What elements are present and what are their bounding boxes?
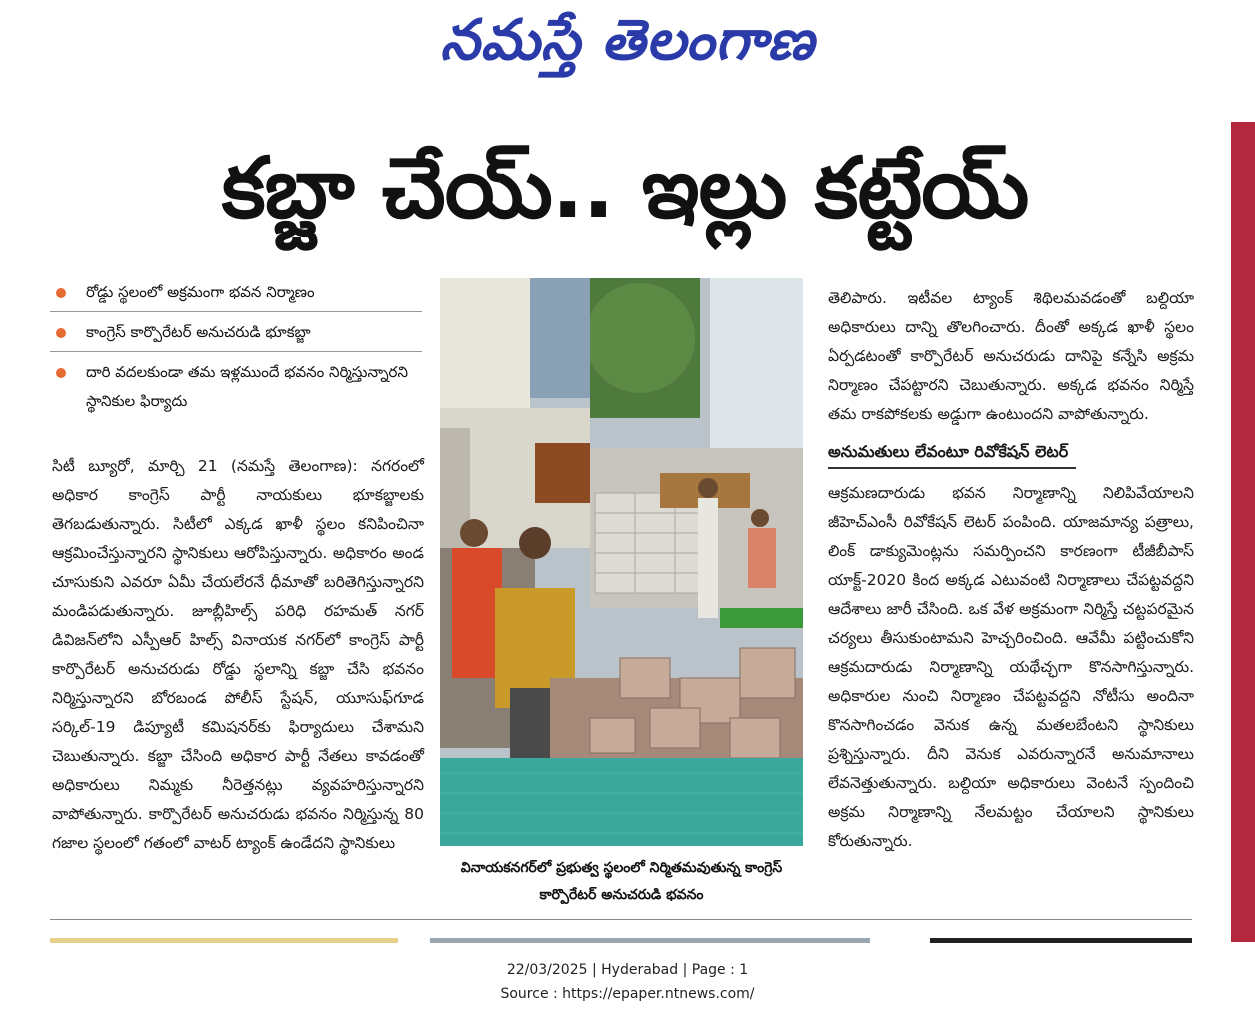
- accent-bar: [1231, 122, 1255, 942]
- photo-caption: వినాయకనగర్‌లో ప్రభుత్వ స్థలంలో నిర్మితమవుతున్న కాంగ్రెస్ కార్పొరేటర్ అనుచరుడి భవనం: [460, 860, 783, 903]
- section-subhead: అనుమతులు లేవంటూ రివోకేషన్ లెటర్: [828, 437, 1076, 469]
- divider: [50, 351, 422, 352]
- article-body: సిటీ బ్యూరో, మార్చి 21 (నమస్తే తెలంగాణ): నగరంలో అధికార కాంగ్రెస్ పార్టీ నాయకులు భూకబ్జాలకు తెగబడుతున్నారు. సిటీలో ఎక్కడ ఖాళీ స్థలం కనిపించినా ఆక్రమించేస్తున్నారని స్థానికులు ఆరోపిస్తున్నారు. అధికారం అండ చూసుకుని ఎవరూ ఏమీ చేయలేరనే ధీమాతో బరితెగిస్తున్నారని మండిపడుతున్నారు. జూబ్లీహిల్స్ పరిధి రహమత్ నగర్ డివిజన్‌లోని ఎస్పీఆర్ హిల్స్ వినాయక నగర్‌లో కాంగ్రెస్ పార్టీ కార్పొరేటర్ అనుచరుడు రోడ్డు స్థలాన్ని కబ్జా చేసి భవనం నిర్మిస్తున్నారని బోరబండ పోలీస్ స్టేషన్, యూసుఫ్‌గూడ సర్కిల్-19 డిప్యూటీ కమిషనర్‌కు ఫిర్యాదులు చేశామని చెబుతున్నారు. కబ్జా చేసింది అధికార పార్టీ నేతలు కావడంతో అధికారులు నిమ్మకు నీరెత్తనట్లు వ్యవహరిస్తున్నారని వాపోతున్నారు. కార్పొరేటర్ అనుచరుడు భవనం నిర్మిస్తున్న 80 గజాల స్థలంలో గతంలో వాటర్ ట్యాంక్ ఉండేదని స్థానికులు: [52, 457, 424, 852]
- article-column-right: [828, 284, 1194, 856]
- construction-photo: [440, 278, 803, 846]
- next-article-edge: [50, 938, 1192, 944]
- bullet-item: రోడ్డు స్థలంలో అక్రమంగా భవన నిర్మాణం: [50, 278, 422, 307]
- masthead-logo: నమస్తే తెలంగాణ: [440, 8, 815, 73]
- edition-info: 22/03/2025 | Hyderabad | Page : 1: [506, 962, 749, 978]
- bullet-list: [50, 278, 422, 416]
- page-title: కబ్జా చేయ్.. ఇల్లు కట్టేయ్: [221, 139, 1029, 237]
- bullet-item: కాంగ్రెస్ కార్పొరేటర్ అనుచరుడి భూకబ్జా: [50, 318, 422, 347]
- article-column-left: [52, 452, 424, 858]
- divider: [50, 919, 1192, 920]
- news-photo: [440, 278, 803, 846]
- bullet-item: దారి వదలకుండా తమ ఇళ్లముందే భవనం నిర్మిస్తున్నారని స్థానికుల ఫిర్యాదు: [50, 358, 422, 416]
- divider: [50, 311, 422, 312]
- article-body: ఆక్రమణదారుడు భవన నిర్మాణాన్ని నిలిపివేయాలని జీహెచ్ఎంసీ రివోకేషన్ లెటర్ పంపింది. యాజమాన్య పత్రాలు, లింక్ డాక్యుమెంట్లను సమర్పించని కారణంగా టీజీబీపాస్ యాక్ట్-2020 కింద అక్కడ ఎటువంటి నిర్మాణాలు చేపట్టవద్దని ఆదేశాలు జారీ చేసింది. ఒక వేళ అక్రమంగా నిర్మిస్తే చట్టపరమైన చర్యలు తీసుకుంటామని హెచ్చరించింది. ఆవేమీ పట్టించుకోని ఆక్రమదారుడు నిర్మాణాన్ని యథేచ్ఛగా కొనసాగిస్తున్నారు. అధికారుల నుంచి నిర్మాణం చేపట్టవద్దని నోటీసు అందినా కొనసాగించడం వెనుక ఉన్న మతలబేంటని స్థానికులు ప్రశ్నిస్తున్నారు. దీని వెనుక ఎవరున్నారనే అనుమానాలు లేవనెత్తుతున్నారు. బల్దియా అధికారులు వెంటనే స్పందించి అక్రమ నిర్మాణాన్ని నేలమట్టం చేయాలని స్థానికులు కోరుతున్నారు.: [828, 484, 1194, 850]
- source-link[interactable]: Source : https://epaper.ntnews.com/: [500, 986, 755, 1002]
- article-body: తెలిపారు. ఇటీవల ట్యాంక్ శిథిలమవడంతో బల్దియా అధికారులు దాన్ని తొలగించారు. దీంతో అక్కడ ఖాళీ స్థలం ఏర్పడటంతో కార్పొరేటర్ అనుచరుడు దానిపై కన్నేసి అక్రమ నిర్మాణం చేపట్టారని చెబుతున్నారు. అక్కడ భవనం నిర్మిస్తే తమ రాకపోకలకు అడ్డుగా ఉంటుందని వాపోతున్నారు.: [828, 289, 1194, 423]
